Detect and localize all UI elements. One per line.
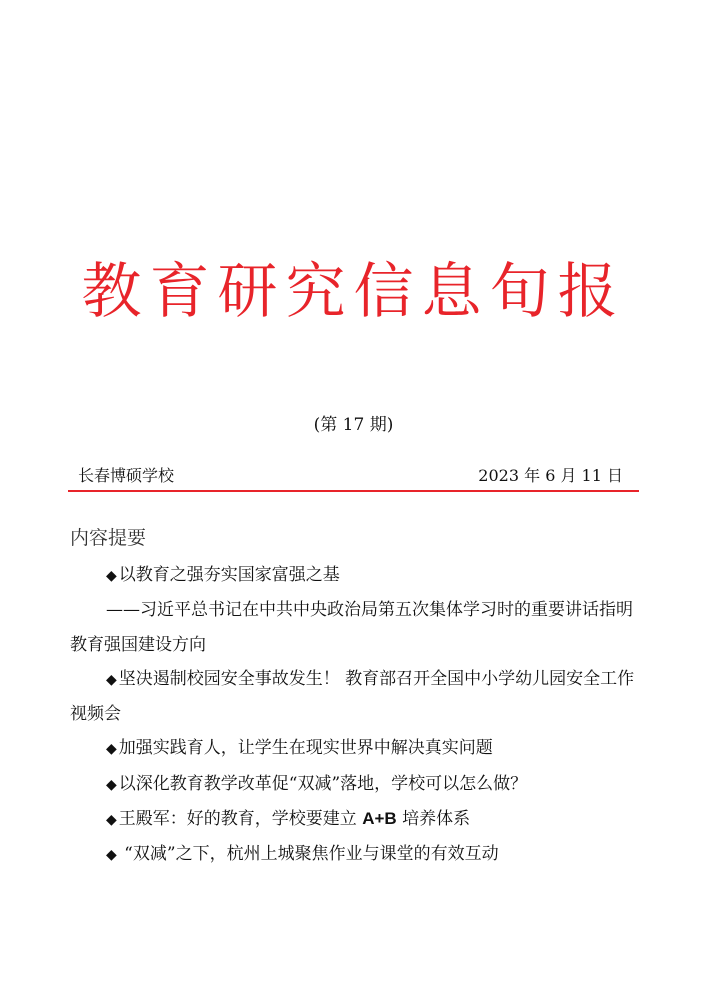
diamond-bullet-icon: ◆ (106, 812, 117, 829)
newsletter-title: 教育研究信息旬报 (81, 257, 626, 327)
diamond-bullet-icon: ◆ (106, 671, 117, 688)
toc-item: ◆ 加强实践育人，让学生在现实世界中解决真实问题 (106, 738, 493, 759)
divider-rule (68, 490, 639, 492)
toc-item: ——习近平总书记在中共中央政治局第五次集体学习时的重要讲话指明教育强国建设方向 (70, 600, 633, 655)
toc-heading: 内容提要 (70, 527, 147, 549)
diamond-bullet-icon: ◆ (106, 847, 117, 864)
masthead-meta (78, 463, 623, 486)
school-name: 长春博硕学校 (78, 466, 175, 485)
issue-number: (第 17 期) (313, 415, 394, 435)
diamond-bullet-icon: ◆ (106, 776, 117, 793)
toc-item: ◆ “双减”之下，杭州上城聚焦作业与课堂的有效互动 (106, 844, 499, 865)
table-of-contents (70, 558, 638, 873)
publish-date: 2023 年 6 月 11 日 (478, 466, 623, 485)
diamond-bullet-icon: ◆ (106, 741, 117, 758)
toc-item: ◆ 以教育之强夯实国家富强之基 (106, 565, 340, 585)
toc-item: ◆ 以深化教育教学改革促“双减”落地，学校可以怎么做？ (106, 773, 528, 794)
diamond-bullet-icon: ◆ (106, 568, 117, 584)
toc-item: ◆ 坚决遏制校园安全事故发生！ 教育部召开全国中小学幼儿园安全工作视频会 (70, 668, 635, 725)
toc-item: ◆ 王殿军：好的教育，学校要建立 A+B 培养体系 (106, 809, 471, 830)
